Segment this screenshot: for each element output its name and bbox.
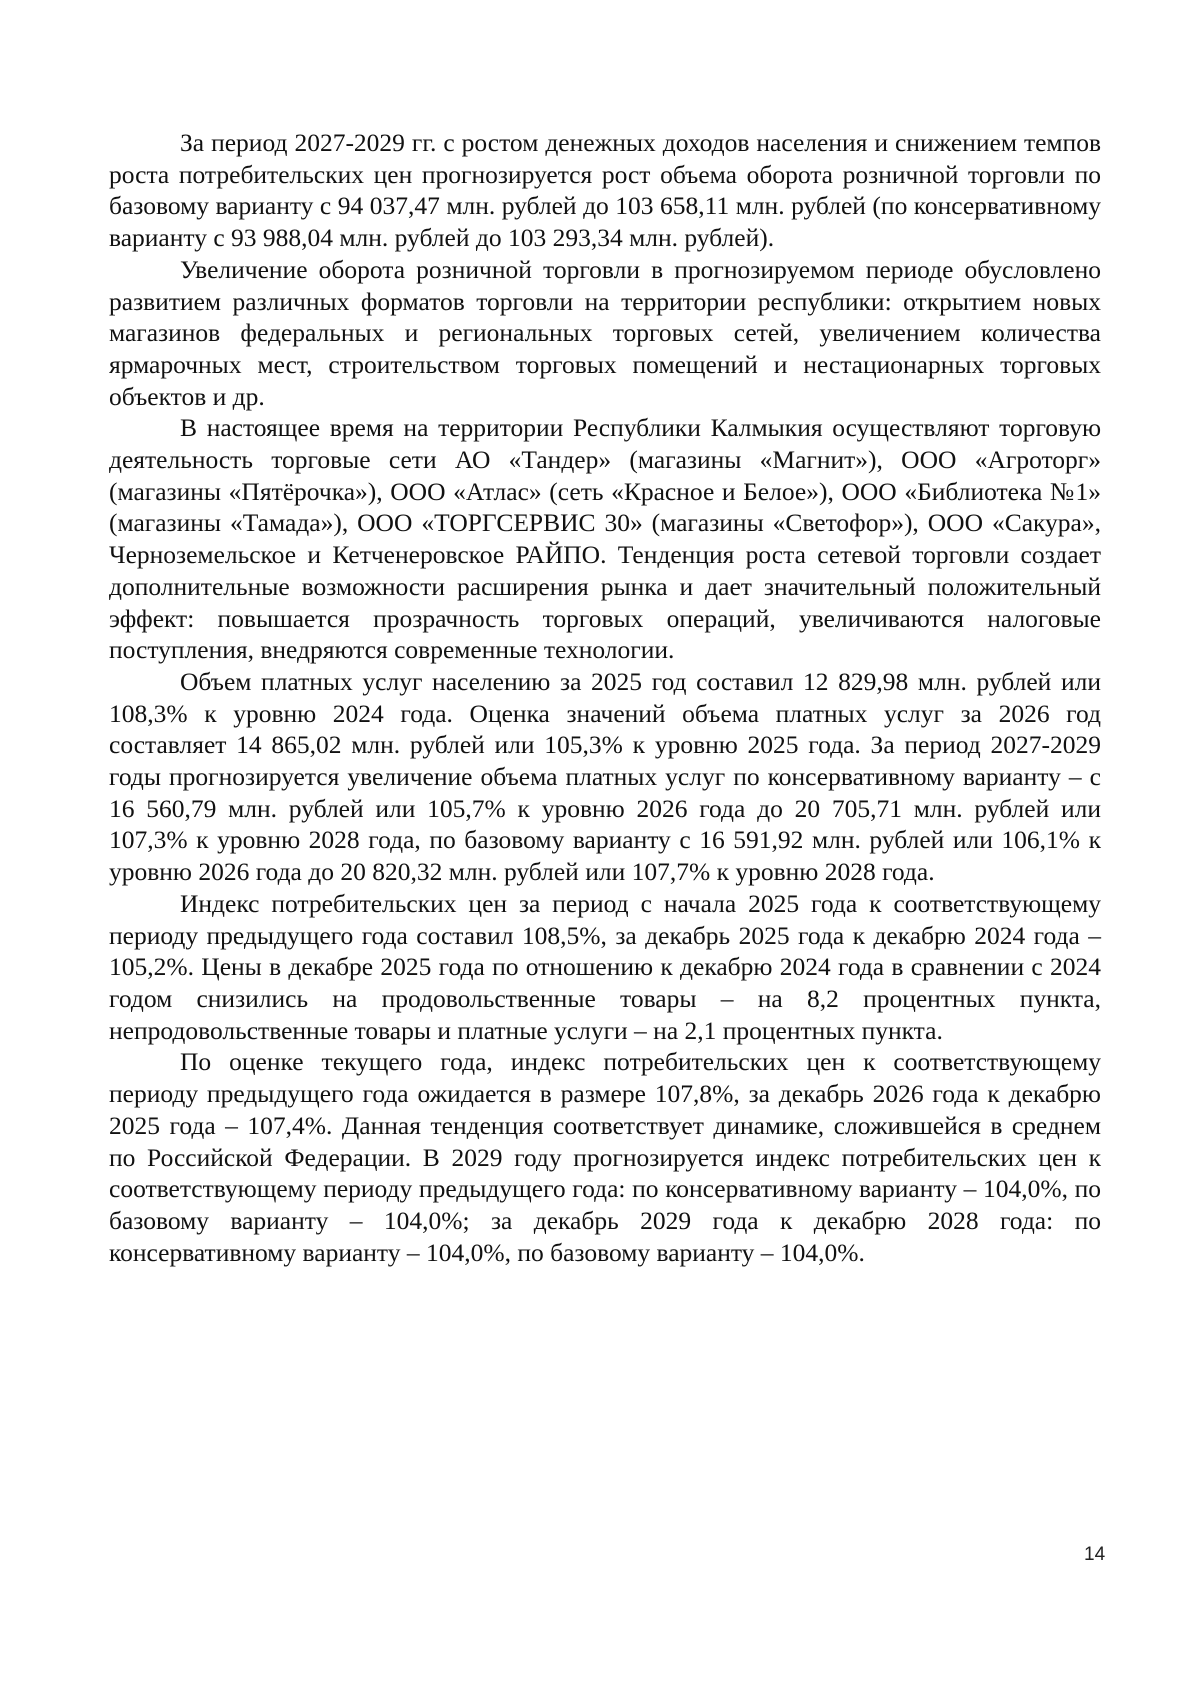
page-number: 14: [1084, 1544, 1106, 1565]
paragraph-retail-turnover-forecast: За период 2027-2029 гг. с ростом денежных доходов населения и снижением темпов роста потребительских цен прогнозируется рост объема оборота розничной торговли по базовому варианту с 94 037,47 млн. рублей до 103 658,11 млн. рублей (по консервативному варианту с 93 988,04 млн. рублей до 103 293,34 млн. рублей).: [109, 128, 1101, 253]
paragraph-retail-chains: В настоящее время на территории Республики Калмыкия осуществляют торговую деятельность торговые сети АО «Тандер» (магазины «Магнит»), ООО «Агроторг» (магазины «Пятёрочка»), ООО «Атлас» (сеть «Красное и Белое»), ООО «Библиотека №1» (магазины «Тамада»), ООО «ТОРГСЕРВИС 30» (магазины «Светофор»), ООО «Сакура», Черноземельское и Кетченеровское РАЙПО. Тенденция роста сетевой торговли создает дополнительные возможности расширения рынка и дает значительный положительный эффект: повышается прозрачность торговых операций, увеличиваются налоговые поступления, внедряются современные технологии.: [109, 413, 1101, 665]
paragraph-paid-services: Объем платных услуг населению за 2025 год составил 12 829,98 млн. рублей или 108,3% к уровню 2024 года. Оценка значений объема платных услуг за 2026 год составляет 14 865,02 млн. рублей или 105,3% к уровню 2025 года. За период 2027-2029 годы прогнозируется увеличение объема платных услуг по консервативному варианту – с 16 560,79 млн. рублей или 105,7% к уровню 2026 года до 20 705,71 млн. рублей или 107,3% к уровню 2028 года, по базовому варианту с 16 591,92 млн. рублей или 106,1% к уровню 2026 года до 20 820,32 млн. рублей или 107,7% к уровню 2028 года.: [109, 666, 1101, 887]
document-body: [109, 127, 1101, 1268]
paragraph-consumer-price-index-2025: Индекс потребительских цен за период с начала 2025 года к соответствующему периоду предыдущего года составил 108,5%, за декабрь 2025 года к декабрю 2024 года – 105,2%. Цены в декабре 2025 года по отношению к декабрю 2024 года в сравнении с 2024 годом снизились на продовольственные товары – на 8,2 процентных пункта, непродовольственные товары и платные услуги – на 2,1 процентных пункта.: [109, 888, 1101, 1045]
paragraph-retail-growth-factors: Увеличение оборота розничной торговли в прогнозируемом периоде обусловлено развитием различных форматов торговли на территории республики: открытием новых магазинов федеральных и региональных торговых сетей, увеличением количества ярмарочных мест, строительством торговых помещений и нестационарных торговых объектов и др.: [109, 254, 1101, 411]
paragraph-consumer-price-index-forecast: По оценке текущего года, индекс потребительских цен к соответствующему периоду предыдущего года ожидается в размере 107,8%, за декабрь 2026 года к декабрю 2025 года – 107,4%. Данная тенденция соответствует динамике, сложившейся в среднем по Российской Федерации. В 2029 году прогнозируется индекс потребительских цен к соответствующему периоду предыдущего года: по консервативному варианту – 104,0%, по базовому варианту – 104,0%; за декабрь 2029 года к декабрю 2028 года: по консервативному варианту – 104,0%, по базовому варианту – 104,0%.: [109, 1047, 1101, 1267]
